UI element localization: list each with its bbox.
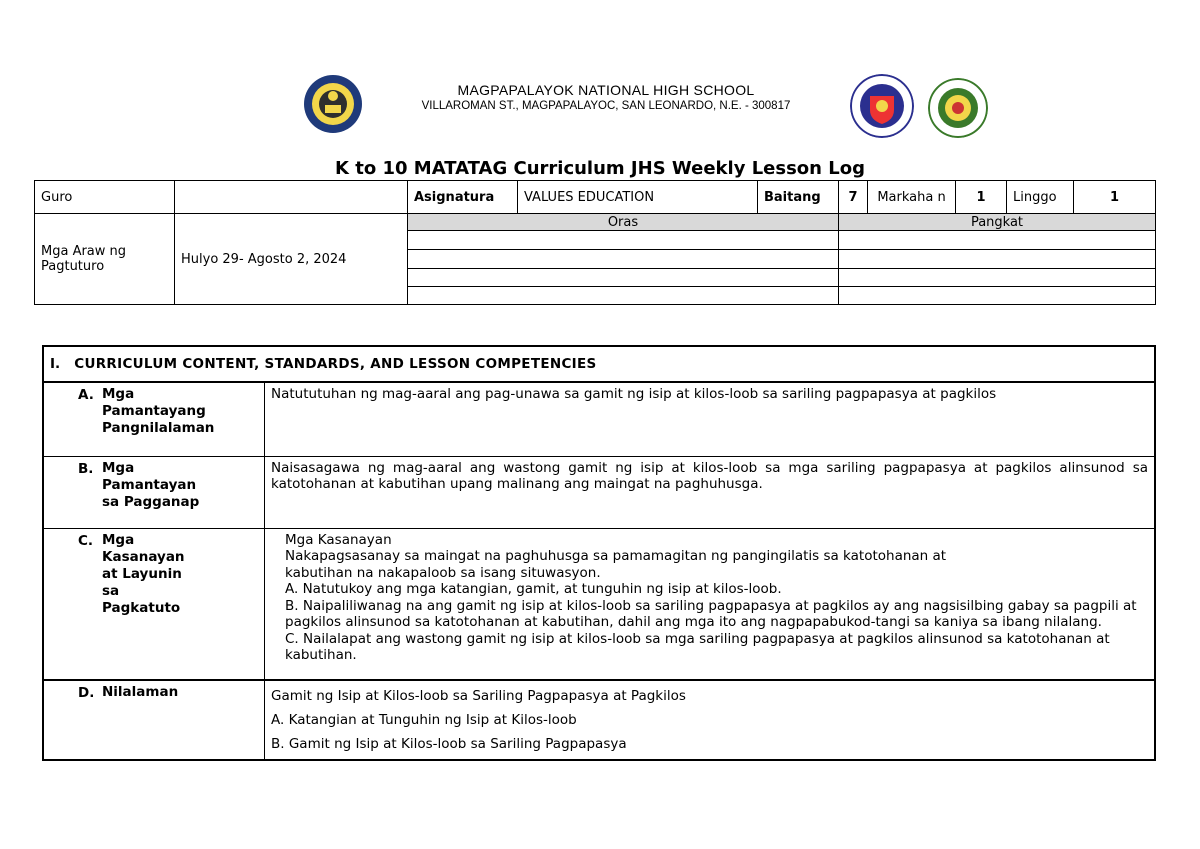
row-letter: A.	[78, 387, 94, 403]
linggo-value: 1	[1074, 181, 1156, 214]
araw-label: Mga Araw ng Pagtuturo	[35, 214, 175, 305]
pangkat-header: Pangkat	[839, 214, 1156, 231]
school-header	[0, 72, 1200, 142]
school-name: MAGPAPALAYOK NATIONAL HIGH SCHOOL	[457, 82, 755, 98]
asignatura-value: VALUES EDUCATION	[518, 181, 758, 214]
oras-cell	[408, 250, 839, 269]
row-label	[43, 382, 265, 456]
pangkat-cell	[839, 287, 1156, 305]
curriculum-table	[42, 345, 1156, 761]
row-label-text: Mga Pamantayang Pangnilalaman	[102, 386, 215, 436]
content-line: A. Natutukoy ang mga katangian, gamit, at tunguhin ng isip at kilos-loob.	[285, 581, 782, 597]
oras-cell	[408, 231, 839, 250]
teacher-info-table	[34, 180, 1156, 305]
content-line: B. Gamit ng Isip at Kilos-loob sa Sariling Pagpapasya	[271, 736, 627, 752]
table-row	[43, 680, 1155, 760]
table-row	[43, 456, 1155, 528]
section-title: CURRICULUM CONTENT, STANDARDS, AND LESSON COMPETENCIES	[74, 356, 597, 372]
school-address: VILLAROMAN ST., MAGPAPALAYOC, SAN LEONARDO, N.E. - 300817	[421, 100, 791, 112]
guro-label: Guro	[35, 181, 175, 214]
row-letter: C.	[78, 532, 94, 549]
school-info	[386, 82, 826, 112]
oras-cell	[408, 269, 839, 287]
row-letter: B.	[78, 460, 94, 477]
araw-value: Hulyo 29- Agosto 2, 2024	[175, 214, 408, 305]
division-seal-logo	[928, 78, 988, 138]
content-line: Gamit ng Isip at Kilos-loob sa Sariling Pagpapasya at Pagkilos	[271, 688, 686, 704]
content-line: A. Katangian at Tunguhin ng Isip at Kilos-loob	[271, 712, 577, 728]
markahan-value: 1	[956, 181, 1007, 214]
oras-cell	[408, 287, 839, 305]
document-title: K to 10 MATATAG Curriculum JHS Weekly Lesson Log	[335, 158, 865, 179]
row-label	[43, 456, 265, 528]
oras-header: Oras	[408, 214, 839, 231]
pangkat-cell	[839, 269, 1156, 287]
row-content: Natututuhan ng mag-aaral ang pag-unawa sa gamit ng isip at kilos-loob sa sariling pagpapasya at pagkilos	[265, 382, 1156, 456]
row-letter: D.	[78, 685, 95, 701]
pangkat-cell	[839, 250, 1156, 269]
row-content	[265, 528, 1156, 680]
table-row	[43, 382, 1155, 456]
section-number: I.	[50, 356, 61, 372]
row-label	[43, 680, 265, 760]
pangkat-cell	[839, 231, 1156, 250]
school-seal-logo	[303, 74, 363, 134]
asignatura-label: Asignatura	[408, 181, 518, 214]
table-row	[43, 528, 1155, 680]
row-label-text: Mga Kasanayan at Layunin sa Pagkatuto	[102, 531, 185, 616]
content-line: Mga Kasanayan	[285, 531, 392, 548]
row-label-text: Nilalaman	[102, 684, 179, 700]
baitang-value: 7	[839, 181, 868, 214]
deped-seal-logo	[850, 74, 914, 138]
row-content	[265, 680, 1156, 760]
content-line: Nakapagsasanay sa maingat na paghuhusga sa pamamagitan ng pangingilatis sa katotohanan at kabutihan na nakapaloob sa isang situwasyon.	[285, 548, 947, 581]
linggo-label: Linggo	[1007, 181, 1074, 214]
content-line: B. Naipaliliwanag na ang gamit ng isip at kilos-loob sa sariling pagpapasya at pagkilos ay ang nagsisilbing gabay sa pagpili at pagkilos alinsunod sa katotohanan at kabutihan, dahil ang mga ito ang nagpapabukod-tangi sa kaniya sa ibang nilalang.	[285, 597, 1137, 630]
section-heading	[43, 346, 1155, 382]
row-label-text: Mga Pamantayan sa Pagganap	[102, 459, 200, 510]
content-line: C. Nailalapat ang wastong gamit ng isip at kilos-loob sa mga sariling pagpapasya at pagkilos alinsunod sa katotohanan at kabutihan.	[285, 630, 1110, 663]
baitang-label: Baitang	[758, 181, 839, 214]
row-content: Naisasagawa ng mag-aaral ang wastong gamit ng isip at kilos-loob sa mga sariling pagpapasya at pagkilos alinsunod sa katotohanan at kabutihan upang malinang ang maingat na paghuhusga.	[265, 456, 1156, 528]
markahan-label: Markaha n	[868, 181, 956, 214]
row-label	[43, 528, 265, 680]
guro-value	[175, 181, 408, 214]
